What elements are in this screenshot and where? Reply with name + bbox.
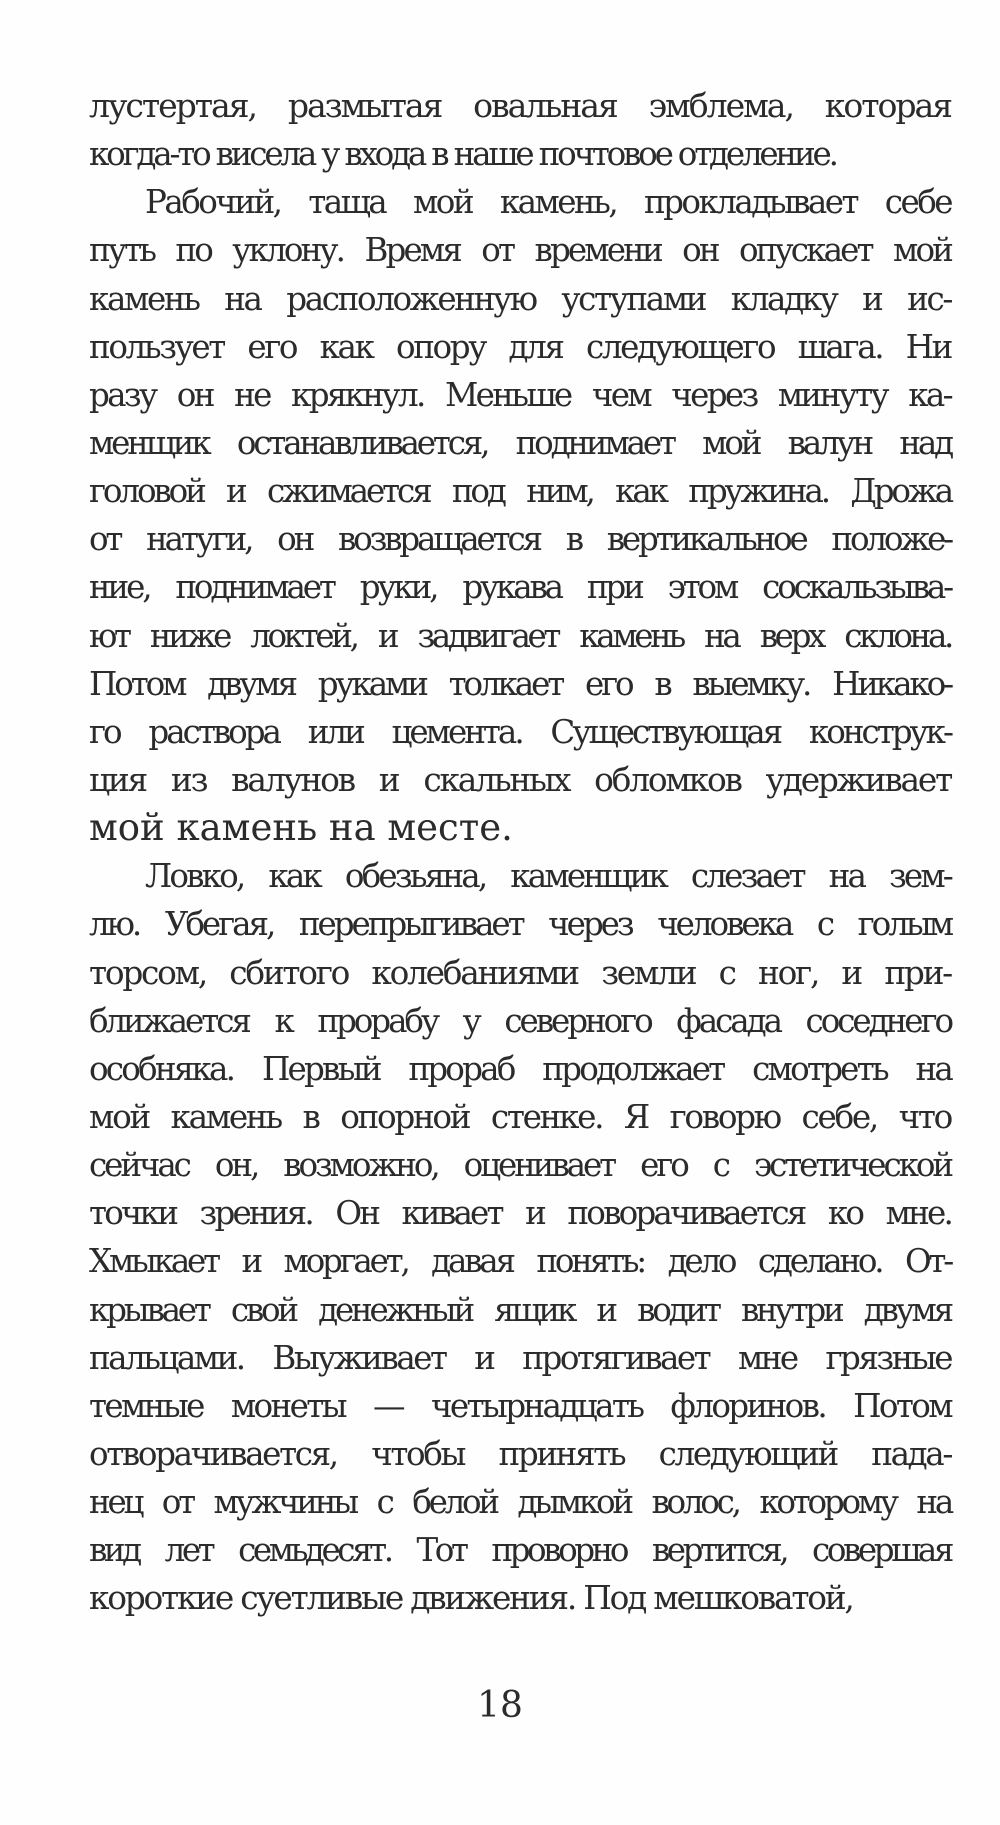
- text-line: точки зрения. Он кивает и поворачивается ко мне.: [89, 1194, 951, 1233]
- text-line: от натуги, он возвращается в вертикальное положе-: [89, 520, 951, 559]
- text-line: мой камень на месте.: [89, 806, 513, 850]
- paragraph: [89, 82, 951, 178]
- text-line: камень на расположенную уступами кладку и ис-: [89, 279, 951, 318]
- text-line: вид лет семьдесят. Тот проворно вертится, совершая: [89, 1531, 951, 1570]
- text-line: ция из валунов и скальных обломков удерживает: [89, 760, 951, 799]
- text-line: ближается к прорабу у северного фасада соседнего: [89, 1001, 951, 1040]
- text-line: мой камень в опорной стенке. Я говорю себе, что: [89, 1097, 951, 1136]
- text-line: пальцами. Выуживает и протягивает мне грязные: [89, 1338, 951, 1377]
- paragraph: [89, 852, 951, 1622]
- page-number: 18: [477, 1685, 523, 1726]
- text-line: нец от мужчины с белой дымкой волос, которому на: [89, 1483, 951, 1522]
- text-line: менщик останавливается, поднимает мой валун над: [89, 423, 951, 462]
- text-line: темные монеты — четырнадцать флоринов. Потом: [89, 1386, 951, 1425]
- text-line: когда-то висела у входа в наше почтовое отделение.: [89, 135, 836, 174]
- text-line: лустертая, размытая овальная эмблема, которая: [89, 86, 951, 125]
- text-line: торсом, сбитого колебаниями земли с ног, и при-: [89, 953, 951, 992]
- text-line: крывает свой денежный ящик и водит внутри двумя: [89, 1290, 951, 1329]
- text-line: ют ниже локтей, и задвигает камень на верх склона.: [89, 616, 951, 655]
- text-line: лю. Убегая, перепрыгивает через человека с голым: [89, 905, 951, 944]
- text-line: головой и сжимается под ним, как пружина. Дрожа: [89, 472, 951, 511]
- text-line: Рабочий, таща мой камень, прокладывает себе: [145, 183, 951, 222]
- text-line: разу он не крякнул. Меньше чем через минуту ка-: [89, 375, 951, 414]
- paragraph: [89, 178, 951, 852]
- text-line: пользует его как опору для следующего шага. Ни: [89, 327, 951, 366]
- text-line: короткие суетливые движения. Под мешковатой,: [89, 1579, 853, 1618]
- text-line: ние, поднимает руки, рукава при этом соскальзыва-: [89, 568, 951, 607]
- text-line: го раствора или цемента. Существующая конструк-: [89, 712, 951, 751]
- text-line: путь по уклону. Время от времени он опускает мой: [89, 231, 951, 270]
- text-line: Потом двумя руками толкает его в выемку. Никако-: [89, 664, 951, 703]
- text-line: особняка. Первый прораб продолжает смотреть на: [89, 1049, 951, 1088]
- text-line: отворачивается, чтобы принять следующий пада-: [89, 1434, 951, 1473]
- text-line: Ловко, как обезьяна, каменщик слезает на зем-: [145, 857, 951, 896]
- text-line: Хмыкает и моргает, давая понять: дело сделано. От-: [89, 1242, 951, 1281]
- text-line: сейчас он, возможно, оценивает его с эстетической: [89, 1146, 951, 1185]
- body-text: [89, 82, 951, 1623]
